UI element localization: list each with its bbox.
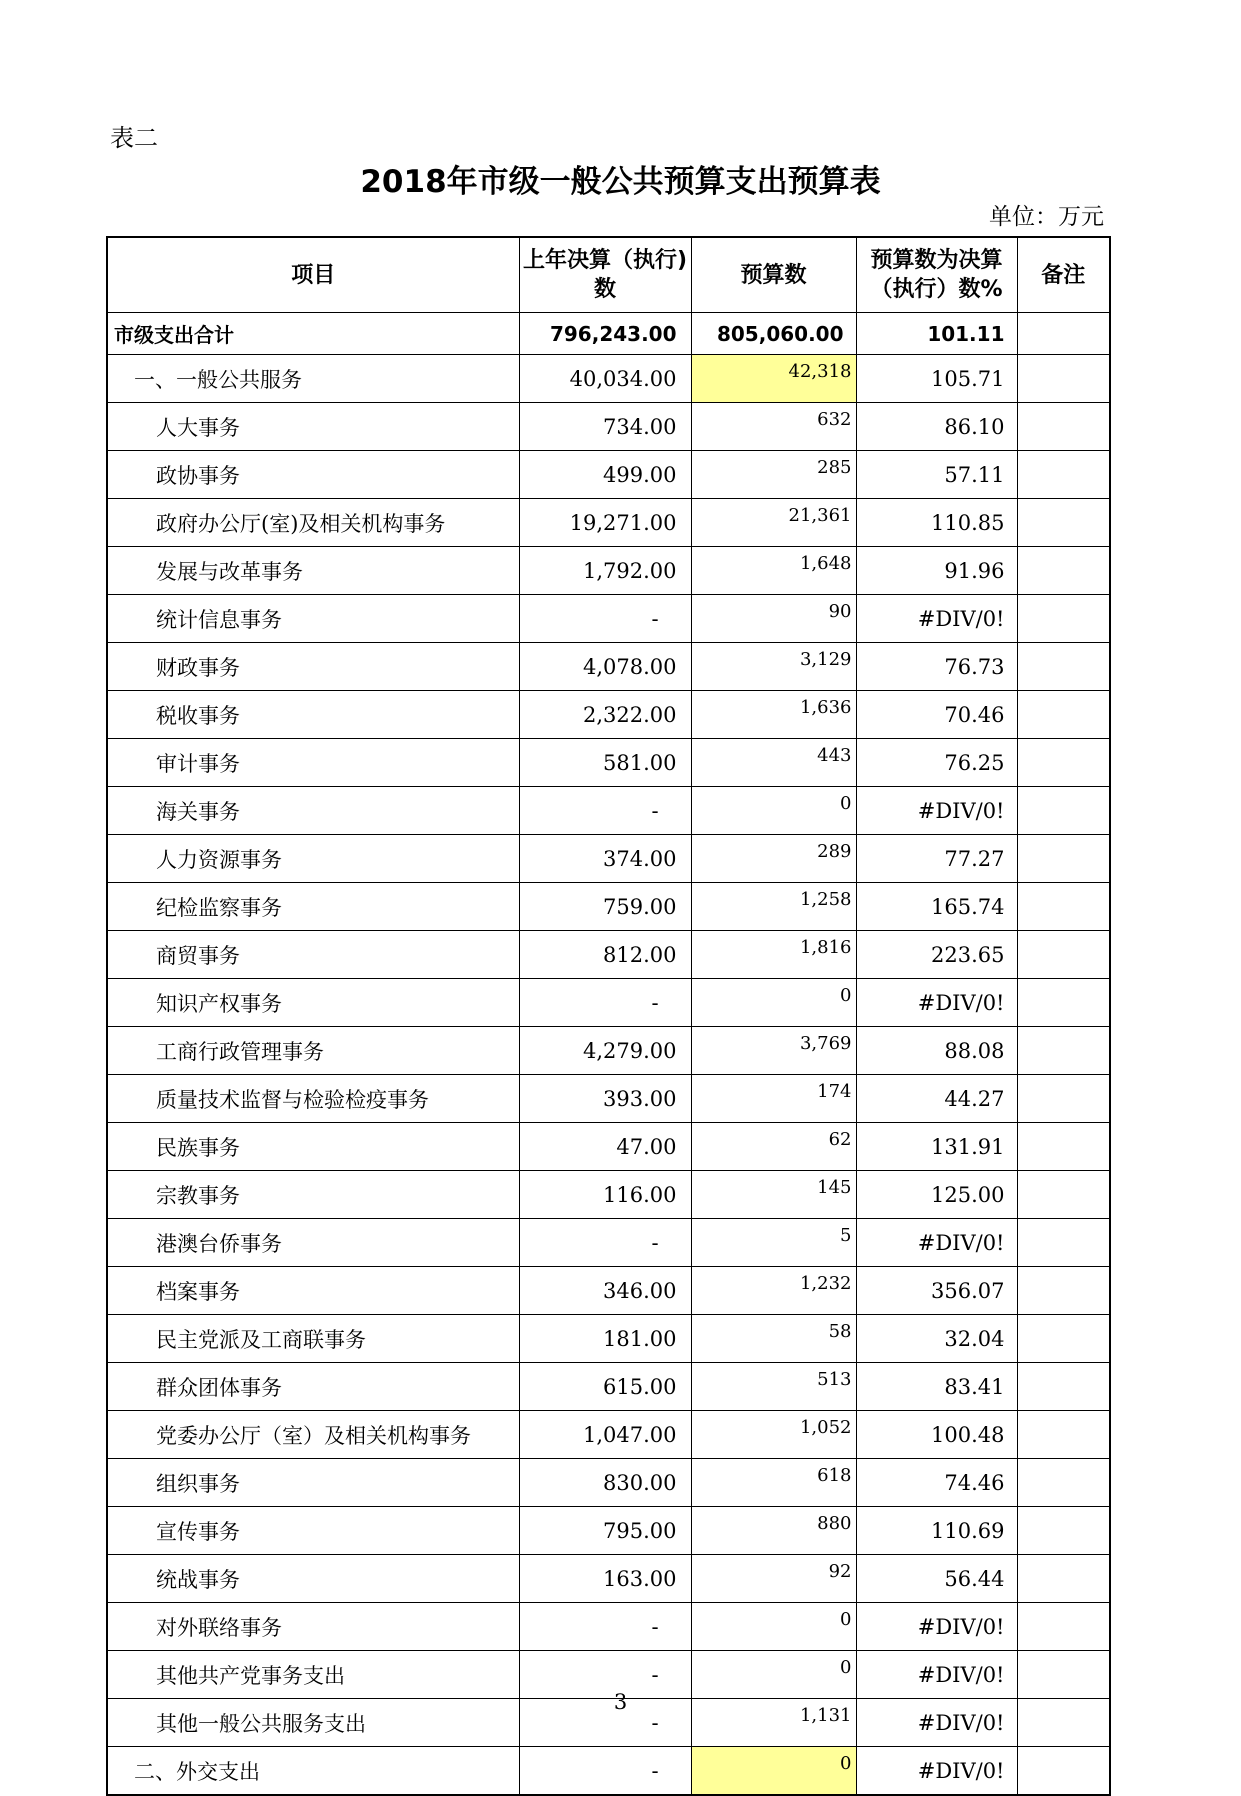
total-budget: 805,060.00 [691,313,856,355]
table-row [107,451,1110,499]
row-name: 人力资源事务 [107,835,519,883]
row-pct: 91.96 [856,547,1017,595]
row-prev: 615.00 [519,1363,691,1411]
row-budget: 58 [691,1315,856,1363]
row-prev: - [519,1651,691,1699]
row-pct: 70.46 [856,691,1017,739]
row-note [1017,1411,1110,1459]
row-budget: 0 [691,1747,856,1796]
row-note [1017,355,1110,403]
row-budget: 90 [691,595,856,643]
row-prev: 795.00 [519,1507,691,1555]
row-prev: 346.00 [519,1267,691,1315]
row-pct: #DIV/0! [856,1747,1017,1796]
row-name: 统战事务 [107,1555,519,1603]
table-row [107,643,1110,691]
row-prev: 734.00 [519,403,691,451]
row-note [1017,1363,1110,1411]
page-title: 2018年市级一般公共预算支出预算表 [360,164,881,200]
total-pct: 101.11 [856,313,1017,355]
row-note [1017,883,1110,931]
row-name: 二、外交支出 [107,1747,519,1796]
row-prev: 116.00 [519,1171,691,1219]
row-pct: 125.00 [856,1171,1017,1219]
row-name: 民族事务 [107,1123,519,1171]
row-name: 商贸事务 [107,931,519,979]
row-budget: 1,131 [691,1699,856,1747]
row-name: 其他共产党事务支出 [107,1651,519,1699]
row-budget: 513 [691,1363,856,1411]
row-budget: 1,232 [691,1267,856,1315]
row-budget: 92 [691,1555,856,1603]
table-row [107,1363,1110,1411]
row-name: 海关事务 [107,787,519,835]
row-budget: 1,636 [691,691,856,739]
row-pct: #DIV/0! [856,979,1017,1027]
row-name: 审计事务 [107,739,519,787]
table-row [107,979,1110,1027]
table-row [107,1027,1110,1075]
row-name: 统计信息事务 [107,595,519,643]
header-budget: 预算数 [691,237,856,313]
sheet-label: 表二 [110,124,158,152]
row-pct: 74.46 [856,1459,1017,1507]
row-budget: 174 [691,1075,856,1123]
row-prev: - [519,979,691,1027]
row-note [1017,1171,1110,1219]
row-budget: 0 [691,979,856,1027]
row-note [1017,1603,1110,1651]
row-pct: 32.04 [856,1315,1017,1363]
row-pct: 83.41 [856,1363,1017,1411]
table-row [107,1459,1110,1507]
row-note [1017,403,1110,451]
row-note [1017,595,1110,643]
row-budget: 0 [691,1651,856,1699]
row-note [1017,1027,1110,1075]
row-budget: 42,318 [691,355,856,403]
row-note [1017,451,1110,499]
header-note: 备注 [1017,237,1110,313]
row-note [1017,979,1110,1027]
row-name: 质量技术监督与检验检疫事务 [107,1075,519,1123]
row-budget: 3,129 [691,643,856,691]
row-pct: 223.65 [856,931,1017,979]
table-row [107,355,1110,403]
row-prev: 812.00 [519,931,691,979]
row-pct: 100.48 [856,1411,1017,1459]
row-note [1017,1075,1110,1123]
row-budget: 289 [691,835,856,883]
row-pct: 56.44 [856,1555,1017,1603]
row-pct: 44.27 [856,1075,1017,1123]
row-prev: - [519,595,691,643]
row-name: 纪检监察事务 [107,883,519,931]
row-note [1017,1219,1110,1267]
row-name: 财政事务 [107,643,519,691]
row-pct: 86.10 [856,403,1017,451]
table-row [107,1267,1110,1315]
row-name: 港澳台侨事务 [107,1219,519,1267]
row-pct: 57.11 [856,451,1017,499]
row-prev: 181.00 [519,1315,691,1363]
row-pct: 131.91 [856,1123,1017,1171]
row-pct: 105.71 [856,355,1017,403]
row-name: 知识产权事务 [107,979,519,1027]
table-row [107,835,1110,883]
row-note [1017,691,1110,739]
row-prev: - [519,787,691,835]
page-number: 3 [613,1690,628,1714]
row-name: 对外联络事务 [107,1603,519,1651]
row-pct: #DIV/0! [856,1603,1017,1651]
row-name: 政协事务 [107,451,519,499]
row-prev: 2,322.00 [519,691,691,739]
row-budget: 1,258 [691,883,856,931]
row-prev: 4,279.00 [519,1027,691,1075]
row-name: 群众团体事务 [107,1363,519,1411]
row-pct: 110.69 [856,1507,1017,1555]
row-budget: 5 [691,1219,856,1267]
row-budget: 285 [691,451,856,499]
header-pct: 预算数为决算（执行）数% [856,237,1017,313]
row-pct: 356.07 [856,1267,1017,1315]
row-note [1017,1315,1110,1363]
row-budget: 632 [691,403,856,451]
unit-label: 单位：万元 [989,204,1104,230]
row-pct: 165.74 [856,883,1017,931]
row-prev: 393.00 [519,1075,691,1123]
row-pct: #DIV/0! [856,595,1017,643]
row-name: 党委办公厅（室）及相关机构事务 [107,1411,519,1459]
row-note [1017,547,1110,595]
table-row [107,1411,1110,1459]
row-note [1017,739,1110,787]
row-name: 政府办公厅(室)及相关机构事务 [107,499,519,547]
table-row [107,1507,1110,1555]
row-name: 一、一般公共服务 [107,355,519,403]
row-budget: 443 [691,739,856,787]
row-pct: 76.73 [856,643,1017,691]
row-name: 工商行政管理事务 [107,1027,519,1075]
total-name: 市级支出合计 [107,313,519,355]
row-budget: 618 [691,1459,856,1507]
table-header-row [107,237,1110,313]
row-note [1017,931,1110,979]
table-row [107,403,1110,451]
row-pct: 110.85 [856,499,1017,547]
row-pct: #DIV/0! [856,787,1017,835]
table-row [107,1171,1110,1219]
row-name: 宗教事务 [107,1171,519,1219]
row-prev: 830.00 [519,1459,691,1507]
total-row [107,313,1110,355]
table-row [107,931,1110,979]
row-budget: 1,648 [691,547,856,595]
row-note [1017,787,1110,835]
budget-table [106,236,1111,1796]
row-note [1017,499,1110,547]
row-name: 其他一般公共服务支出 [107,1699,519,1747]
row-note [1017,1459,1110,1507]
row-budget: 0 [691,787,856,835]
row-budget: 880 [691,1507,856,1555]
table-row [107,1075,1110,1123]
row-prev: 40,034.00 [519,355,691,403]
row-pct: 77.27 [856,835,1017,883]
table-row [107,1603,1110,1651]
row-prev: 759.00 [519,883,691,931]
row-budget: 21,361 [691,499,856,547]
row-budget: 0 [691,1603,856,1651]
row-prev: 581.00 [519,739,691,787]
row-prev: 19,271.00 [519,499,691,547]
table-row [107,547,1110,595]
row-prev: 374.00 [519,835,691,883]
row-note [1017,835,1110,883]
row-budget: 1,052 [691,1411,856,1459]
row-pct: #DIV/0! [856,1651,1017,1699]
table-row [107,595,1110,643]
row-budget: 145 [691,1171,856,1219]
table-row [107,1555,1110,1603]
row-prev: 499.00 [519,451,691,499]
row-budget: 3,769 [691,1027,856,1075]
row-budget: 62 [691,1123,856,1171]
table-row [107,1123,1110,1171]
row-pct: #DIV/0! [856,1219,1017,1267]
table-row [107,739,1110,787]
row-name: 档案事务 [107,1267,519,1315]
table-row [107,499,1110,547]
row-prev: 4,078.00 [519,643,691,691]
table-row [107,1219,1110,1267]
table-row [107,787,1110,835]
row-note [1017,1555,1110,1603]
row-prev: - [519,1699,691,1747]
row-note [1017,1507,1110,1555]
row-note [1017,643,1110,691]
header-item: 项目 [107,237,519,313]
row-prev: 1,047.00 [519,1411,691,1459]
table-row [107,1315,1110,1363]
row-prev: - [519,1603,691,1651]
table-row [107,691,1110,739]
header-prev: 上年决算（执行)数 [519,237,691,313]
row-prev: - [519,1219,691,1267]
row-note [1017,1267,1110,1315]
row-prev: - [519,1747,691,1796]
row-note [1017,1123,1110,1171]
row-name: 民主党派及工商联事务 [107,1315,519,1363]
row-name: 宣传事务 [107,1507,519,1555]
row-prev: 47.00 [519,1123,691,1171]
row-pct: #DIV/0! [856,1699,1017,1747]
row-name: 组织事务 [107,1459,519,1507]
row-name: 发展与改革事务 [107,547,519,595]
row-prev: 163.00 [519,1555,691,1603]
total-prev: 796,243.00 [519,313,691,355]
row-name: 人大事务 [107,403,519,451]
total-note [1017,313,1110,355]
row-prev: 1,792.00 [519,547,691,595]
table-row [107,883,1110,931]
row-pct: 76.25 [856,739,1017,787]
row-pct: 88.08 [856,1027,1017,1075]
row-budget: 1,816 [691,931,856,979]
row-name: 税收事务 [107,691,519,739]
